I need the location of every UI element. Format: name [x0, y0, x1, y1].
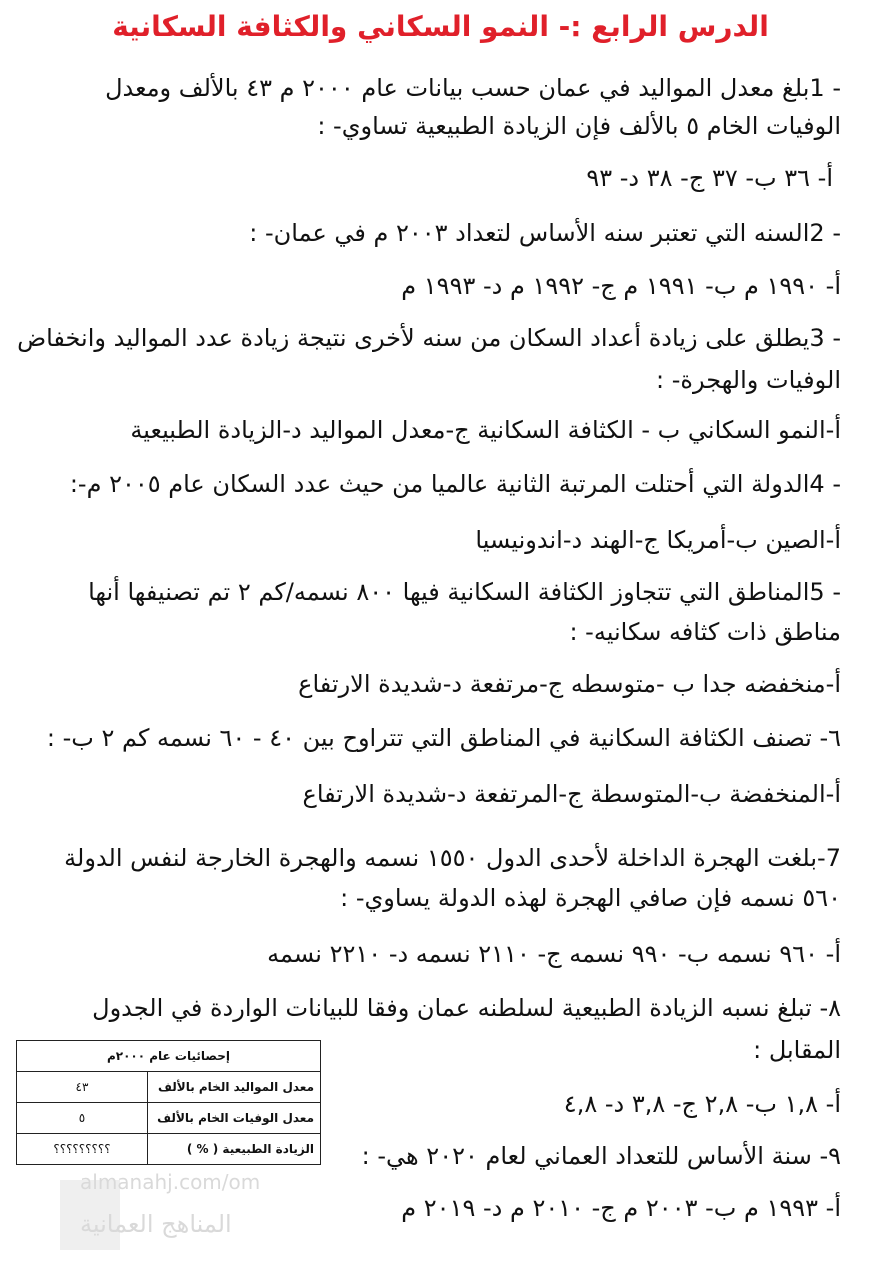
- q5-line1: - 5المناطق التي تتجاوز الكثافة السكانية فيها ٨٠٠ نسمه/كم ٢ تم تصنيفها أنها: [88, 578, 841, 606]
- q3-options: أ-النمو السكاني ب - الكثافة السكانية ج-معدل المواليد د-الزيادة الطبيعية: [130, 416, 841, 444]
- watermark-url: almanahj.com/om: [80, 1170, 261, 1194]
- statistics-table: [16, 1040, 321, 1165]
- q4-line1: - 4الدولة التي أحتلت المرتبة الثانية عالميا من حيث عدد السكان عام ٢٠٠٥ م-:: [69, 470, 841, 498]
- q5-options: أ-منخفضه جدا ب -متوسطه ج-مرتفعة د-شديدة الارتفاع: [298, 670, 841, 698]
- q7-options: أ- ٩٦٠ نسمه ب- ٩٩٠ نسمه ج- ٢١١٠ نسمه د- ٢٢١٠ نسمه: [267, 940, 841, 968]
- table-cell-value: ٥: [17, 1103, 148, 1134]
- table-cell-label: معدل المواليد الخام بالألف: [148, 1072, 321, 1103]
- q8-options: أ- ١,٨ ب- ٢,٨ ج- ٣,٨ د- ٤,٨: [563, 1090, 841, 1118]
- q8-line2: المقابل :: [753, 1036, 841, 1064]
- q2-line1: - 2السنه التي تعتبر سنه الأساس لتعداد ٢٠٠٣ م في عمان- :: [249, 219, 841, 247]
- q3-line2: الوفيات والهجرة- :: [656, 366, 841, 394]
- q9-line1: ٩- سنة الأساس للتعداد العماني لعام ٢٠٢٠ هي- :: [361, 1142, 841, 1170]
- table-header-row: [17, 1041, 321, 1072]
- table-row: [17, 1103, 321, 1134]
- q6-line1: ٦- تصنف الكثافة السكانية في المناطق التي تتراوح بين ٤٠ - ٦٠ نسمه كم ٢ ب- :: [46, 724, 841, 752]
- lesson-title: الدرس الرابع :- النمو السكاني والكثافة السكانية: [112, 10, 769, 43]
- q1-options: أ- ٣٦ ب- ٣٧ ج- ٣٨ د- ٩٣: [586, 164, 833, 192]
- table-header: إحصائيات عام ٢٠٠٠م: [17, 1041, 321, 1072]
- table-cell-label: معدل الوفيات الخام بالألف: [148, 1103, 321, 1134]
- q1-line1: - 1بلغ معدل المواليد في عمان حسب بيانات عام ٢٠٠٠ م ٤٣ بالألف ومعدل: [105, 74, 841, 102]
- table-cell-value: ٤٣: [17, 1072, 148, 1103]
- q7-line2: ٥٦٠ نسمه فإن صافي الهجرة لهذه الدولة يساوي- :: [340, 884, 841, 912]
- q3-line1: - 3يطلق على زيادة أعداد السكان من سنه لأخرى نتيجة زيادة عدد المواليد وانخفاض: [17, 324, 841, 352]
- q8-line1: ٨- تبلغ نسبه الزيادة الطبيعية لسلطنه عمان وفقا للبيانات الواردة في الجدول: [92, 994, 841, 1022]
- q4-options: أ-الصين ب-أمريكا ج-الهند د-اندونيسيا: [475, 526, 841, 554]
- table-row: [17, 1134, 321, 1165]
- q1-line2: الوفيات الخام ٥ بالألف فإن الزيادة الطبيعية تساوي- :: [317, 112, 841, 140]
- table-cell-label: الزيادة الطبيعية ( % ): [148, 1134, 321, 1165]
- q9-options: أ- ١٩٩٣ م ب- ٢٠٠٣ م ج- ٢٠١٠ م د- ٢٠١٩ م: [401, 1194, 841, 1222]
- watermark: [60, 1170, 290, 1260]
- table-row: [17, 1072, 321, 1103]
- watermark-arabic: المناهج العمانية: [80, 1210, 232, 1238]
- q5-line2: مناطق ذات كثافه سكانيه- :: [569, 618, 841, 646]
- table-cell-value: ؟؟؟؟؟؟؟؟؟: [17, 1134, 148, 1165]
- q2-options: أ- ١٩٩٠ م ب- ١٩٩١ م ج- ١٩٩٢ م د- ١٩٩٣ م: [401, 272, 841, 300]
- q7-line1: 7-بلغت الهجرة الداخلة لأحدى الدول ١٥٥٠ نسمه والهجرة الخارجة لنفس الدولة: [64, 844, 841, 872]
- q6-options: أ-المنخفضة ب-المتوسطة ج-المرتفعة د-شديدة الارتفاع: [302, 780, 841, 808]
